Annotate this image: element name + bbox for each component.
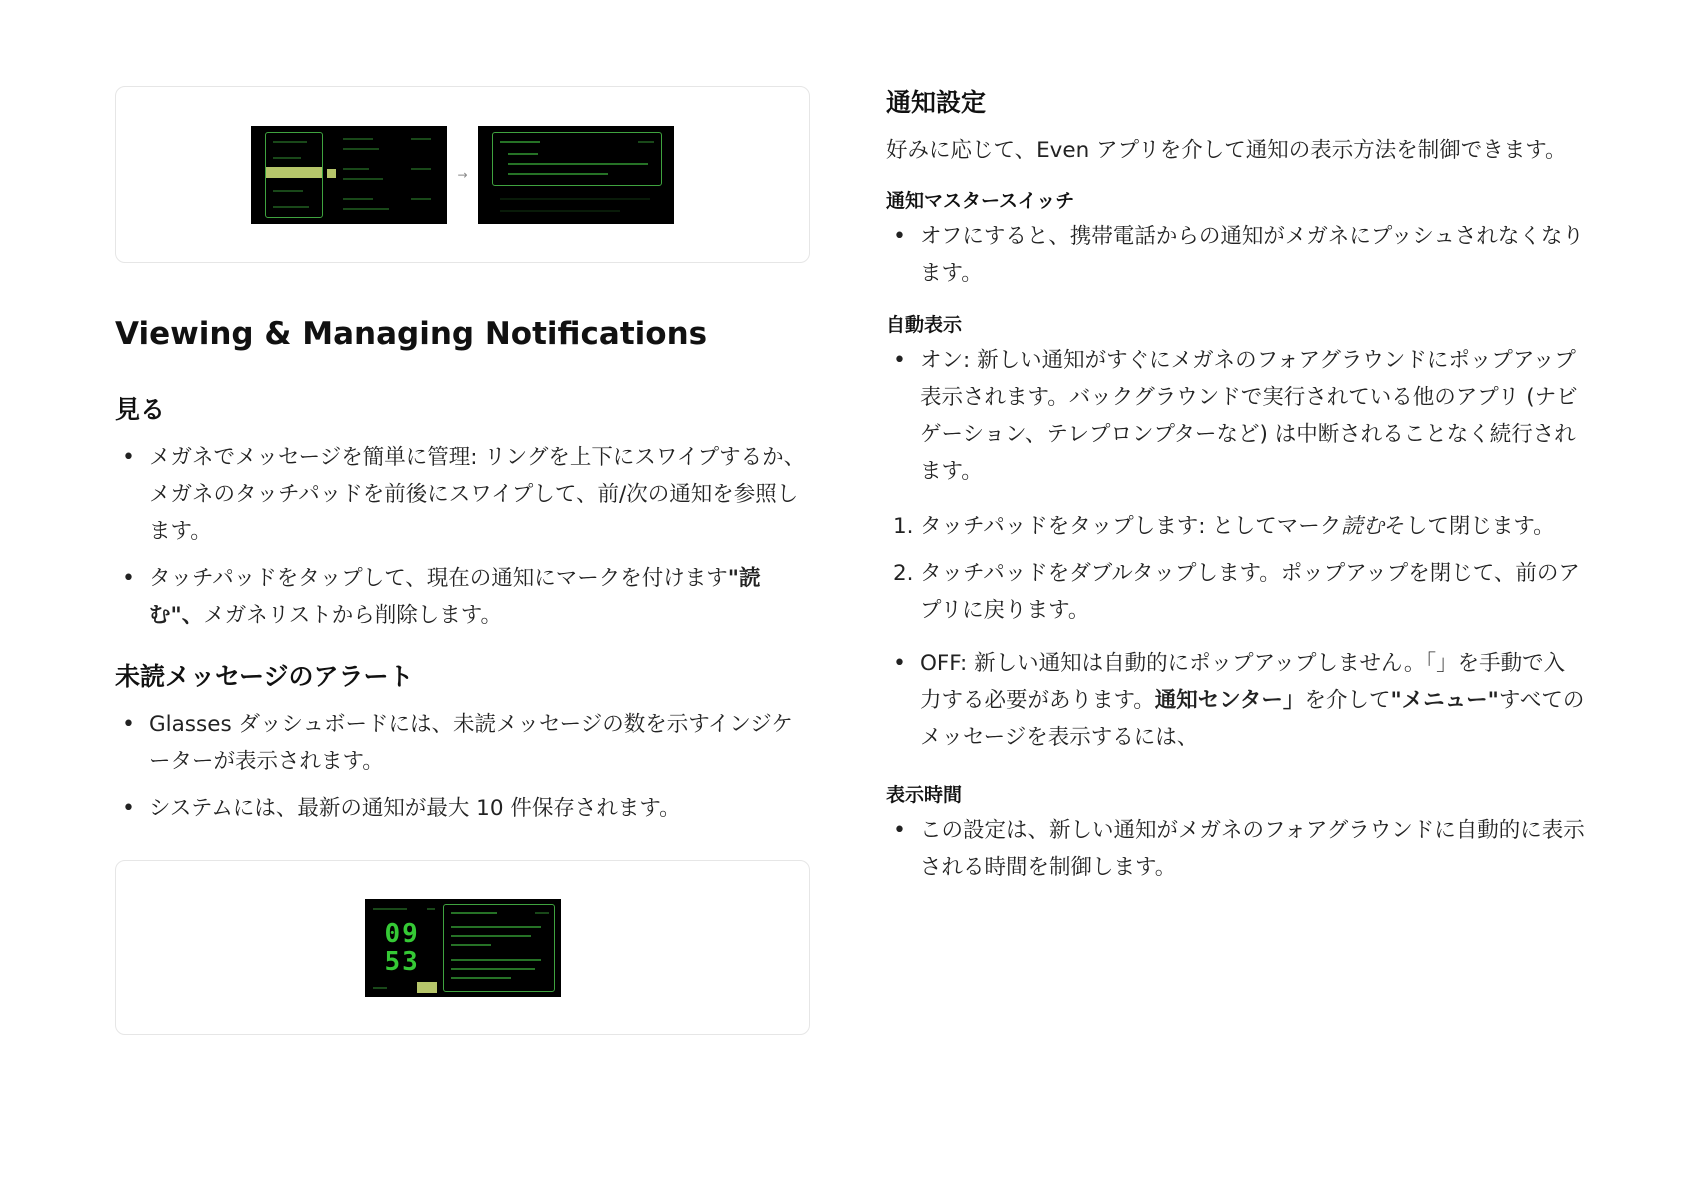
list-item: • OFF: 新しい通知は自動的にポップアップしません。「」を手動で入力する必要があります。通知センター」を介して"メニュー"すべてのメッセージを表示するには、	[886, 645, 1586, 756]
step-item: 1. タッチパッドをタップします: としてマーク読むそして閉じます。	[893, 514, 1555, 539]
list-item: • メガネでメッセージを簡単に管理: リングを上下にスワイプするか、メガネのタッチパッドを前後にスワイプして、前/次の通知を参照します。	[115, 439, 810, 550]
glasses-message-screen	[478, 126, 674, 224]
bold-read: "読む"、	[149, 566, 761, 628]
italic-read: 読む	[1341, 514, 1385, 539]
list-item: • オフにすると、携帯電話からの通知がメガネにプッシュされなくなります。	[886, 218, 1586, 292]
auto-display-heading: 自動表示	[886, 314, 963, 336]
master-switch-heading: 通知マスタースイッチ	[886, 190, 1075, 212]
glasses-dashboard-screen	[365, 899, 561, 997]
figure-dashboard	[115, 860, 810, 1035]
view-heading: 見る	[115, 395, 166, 424]
auto-display-list	[886, 342, 1586, 490]
right-column	[886, 86, 1586, 886]
glasses-screens	[251, 126, 673, 224]
unread-heading: 未読メッセージのアラート	[115, 662, 414, 691]
list-item: • この設定は、新しい通知がメガネのフォアグラウンドに自動的に表示される時間を制御します。	[886, 812, 1586, 886]
list-item: • システムには、最新の通知が最大 10 件保存されます。	[115, 790, 810, 827]
menu-highlight	[266, 167, 322, 178]
list-item: • タッチパッドをタップして、現在の通知にマークを付けます"読む"、メガネリストから削除します。	[115, 560, 810, 634]
settings-intro: 好みに応じて、Even アプリを介して通知の表示方法を制御できます。	[886, 138, 1567, 163]
display-duration-list	[886, 812, 1586, 886]
list-item: • オン: 新しい通知がすぐにメガネのフォアグラウンドにポップアップ表示されます。バックグラウンドで実行されている他のアプリ (ナビゲーション、テレプロンプターなど) は中断されることなく続行されます。	[886, 342, 1586, 490]
view-list	[115, 439, 810, 634]
unread-list	[115, 706, 810, 827]
figure-notification-menu	[115, 86, 810, 263]
arrow-icon: →	[457, 167, 468, 182]
clock-minutes: 53	[384, 946, 420, 977]
settings-heading: 通知設定	[886, 88, 987, 117]
list-item: • Glasses ダッシュボードには、未読メッセージの数を示すインジケーターが表示されます。	[115, 706, 810, 780]
display-duration-heading: 表示時間	[886, 784, 963, 806]
left-column	[115, 86, 810, 1035]
auto-display-off-list	[886, 645, 1586, 756]
auto-display-steps	[886, 508, 1586, 629]
glasses-menu-screen	[251, 126, 447, 224]
master-switch-list	[886, 218, 1586, 292]
section-heading: Viewing & Managing Notifications	[115, 316, 708, 352]
clock-hours: 09	[384, 918, 420, 949]
step-item: 2. タッチパッドをダブルタップします。ポップアップを閉じて、前のアプリに戻ります。	[893, 561, 1580, 623]
